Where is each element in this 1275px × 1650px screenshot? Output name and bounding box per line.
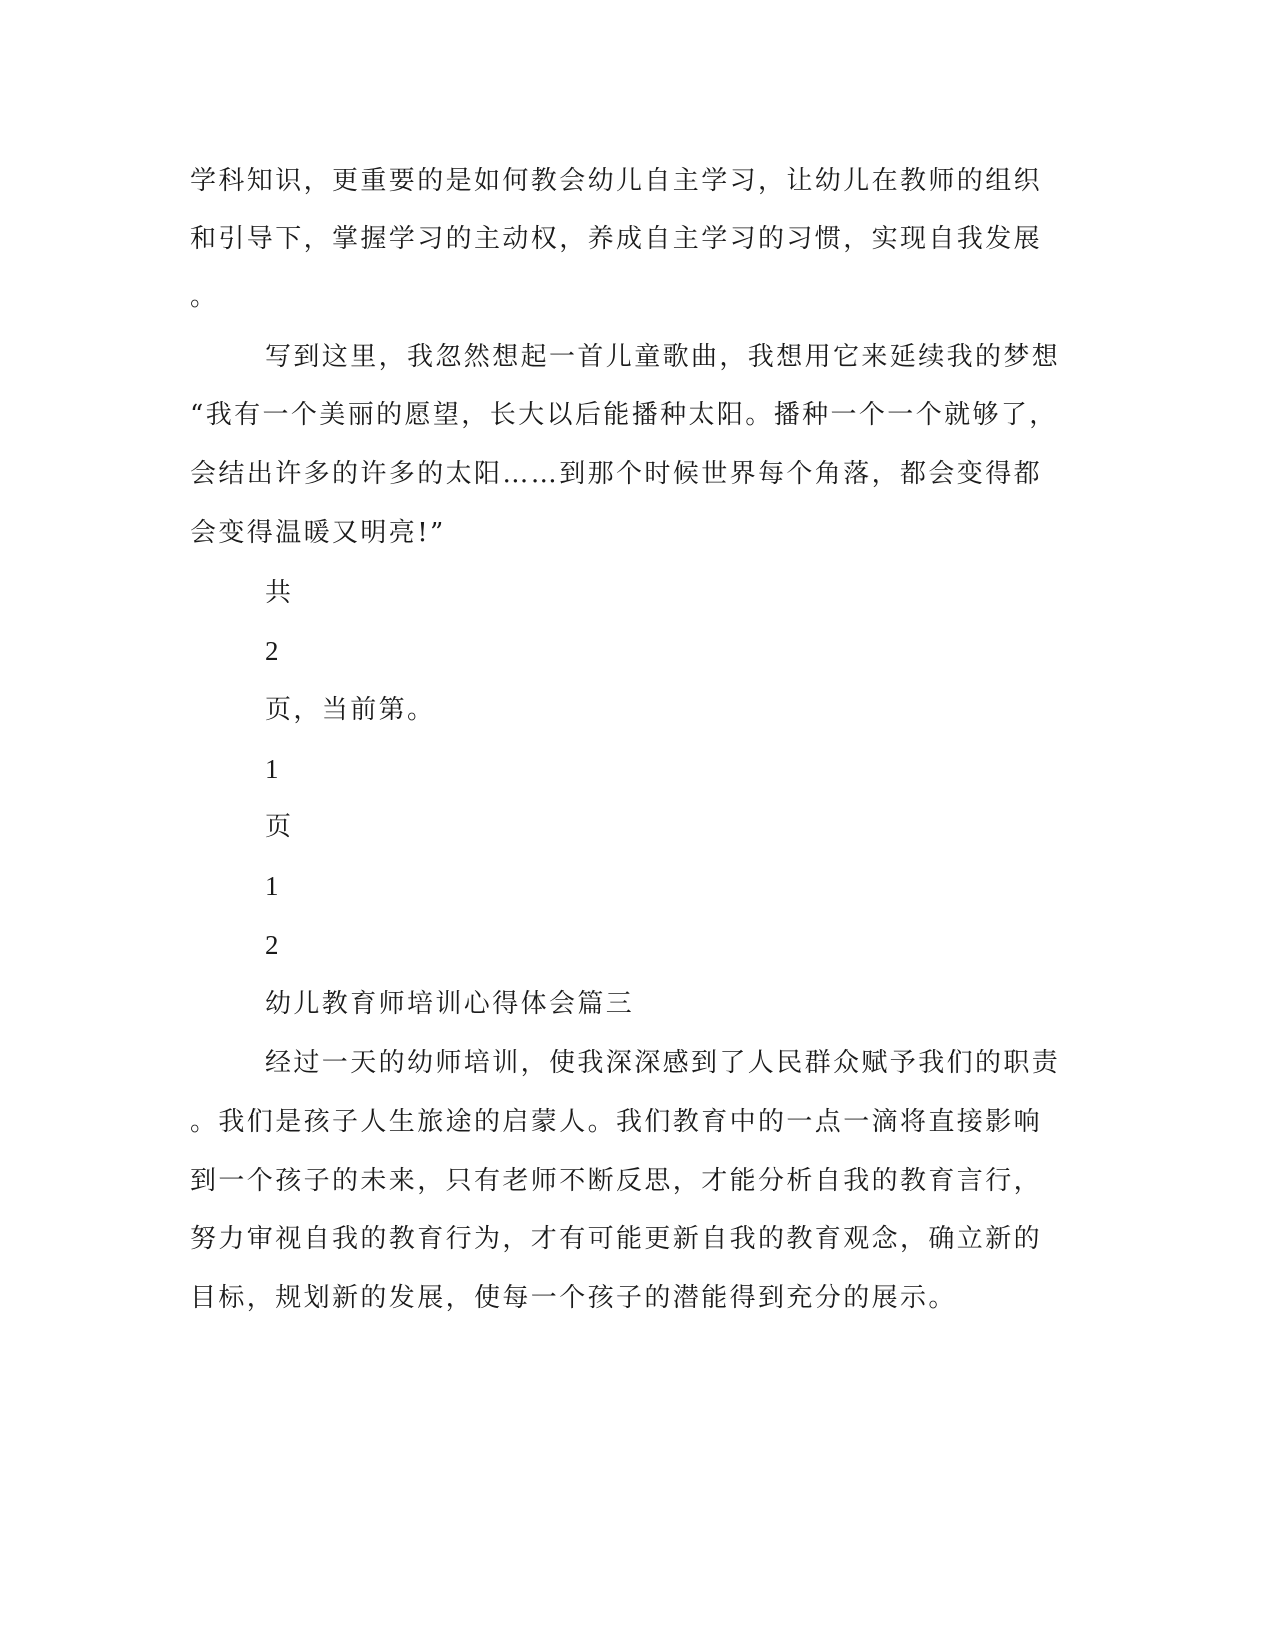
pagination-total-pages: 2 bbox=[265, 636, 281, 666]
paragraph-1-line-2: 和引导下，掌握学习的主动权，养成自主学习的习惯，实现自我发展 bbox=[190, 224, 1043, 254]
paragraph-1-line-3: 。 bbox=[190, 282, 219, 312]
pagination-page-link-2[interactable]: 2 bbox=[265, 930, 281, 960]
paragraph-3-line-1: 经过一天的幼师培训，使我深深感到了人民群众赋予我们的职责 bbox=[265, 1048, 1061, 1078]
paragraph-3-line-3: 到一个孩子的未来，只有老师不断反思，才能分析自我的教育言行， bbox=[190, 1166, 1043, 1196]
pagination-total-prefix: 共 bbox=[265, 578, 294, 608]
paragraph-3-line-2: 。我们是孩子人生旅途的启蒙人。我们教育中的一点一滴将直接影响 bbox=[190, 1107, 1043, 1137]
paragraph-2-line-4: 会变得温暖又明亮!” bbox=[190, 518, 446, 548]
paragraph-2-line-2: “我有一个美丽的愿望，长大以后能播种太阳。播种一个一个就够了， bbox=[190, 400, 1058, 430]
paragraph-1-line-1: 学科知识，更重要的是如何教会幼儿自主学习，让幼儿在教师的组织 bbox=[190, 166, 1043, 196]
paragraph-3-line-5: 目标，规划新的发展，使每一个孩子的潜能得到充分的展示。 bbox=[190, 1283, 957, 1313]
pagination-current-prefix: 页，当前第。 bbox=[265, 695, 436, 725]
pagination-current-suffix: 页 bbox=[265, 812, 294, 842]
paragraph-3-line-4: 努力审视自我的教育行为，才有可能更新自我的教育观念，确立新的 bbox=[190, 1224, 1043, 1254]
paragraph-2-line-3: 会结出许多的许多的太阳……到那个时候世界每个角落，都会变得都 bbox=[190, 459, 1043, 489]
paragraph-2-line-1: 写到这里，我忽然想起一首儿童歌曲，我想用它来延续我的梦想 bbox=[265, 342, 1061, 372]
pagination-current-page: 1 bbox=[265, 754, 281, 784]
pagination-page-link-1[interactable]: 1 bbox=[265, 871, 281, 901]
section-title: 幼儿教育师培训心得体会篇三 bbox=[265, 989, 635, 1019]
